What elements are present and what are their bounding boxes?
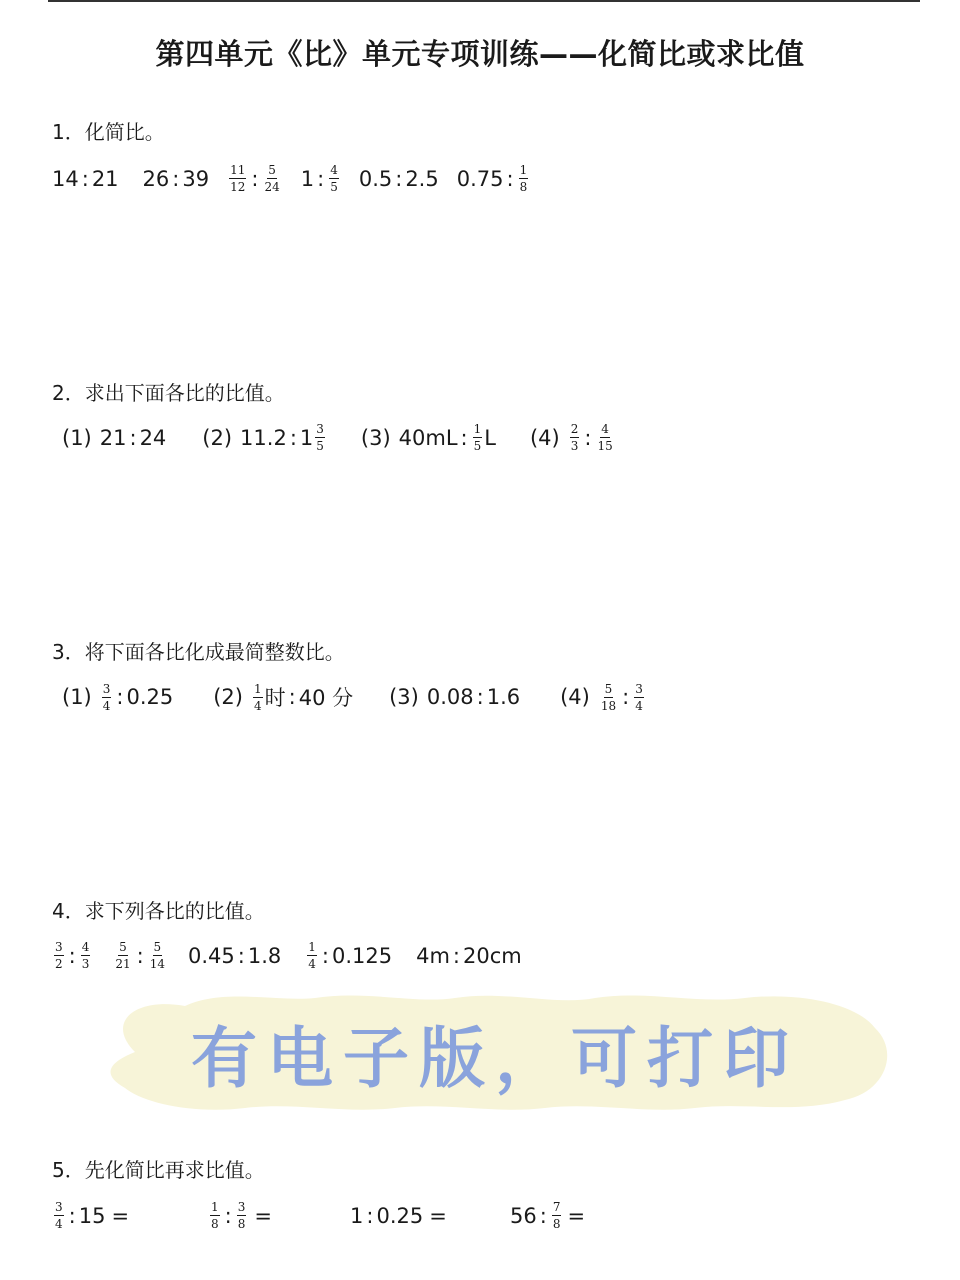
colon: :: [460, 425, 468, 450]
question-5-items: [52, 1201, 585, 1230]
q2-ratio-2: [202, 423, 327, 452]
denominator: 2: [55, 957, 63, 971]
denominator: 8: [519, 180, 528, 194]
colon: :: [366, 1203, 374, 1228]
term: 20cm: [463, 943, 522, 968]
term: 1.8: [247, 943, 282, 968]
colon: :: [476, 685, 484, 709]
denominator: 15: [597, 439, 613, 453]
denominator: 24: [264, 180, 280, 194]
numerator: 1: [473, 422, 482, 436]
denominator: 5: [473, 439, 482, 453]
fraction: [54, 1201, 64, 1230]
item-label: (2): [213, 685, 243, 709]
numerator: 5: [268, 163, 276, 177]
question-5-heading: 5．先化简比再求比值。: [52, 1158, 265, 1182]
equals-sign: =: [429, 1203, 447, 1228]
numerator: 3: [316, 422, 324, 436]
numerator: 3: [55, 1200, 63, 1214]
question-1-items: [52, 164, 530, 193]
equals-sign: =: [567, 1203, 586, 1228]
denominator: 5: [316, 439, 324, 453]
fraction: [315, 423, 325, 452]
term: 21: [99, 425, 127, 450]
numerator: 4: [601, 422, 609, 436]
unit: 时: [264, 686, 286, 710]
q4-ratio-4: [305, 941, 392, 970]
q1-ratio-4: [301, 164, 341, 193]
colon: :: [172, 166, 180, 191]
fraction: [114, 941, 131, 970]
term: 2.5: [405, 166, 439, 191]
term: 0.75: [456, 166, 504, 191]
numerator: 4: [330, 163, 338, 177]
numerator: 5: [604, 681, 613, 696]
fraction: [570, 423, 580, 452]
numerator: 3: [55, 940, 63, 954]
fraction: [263, 164, 280, 193]
term: 21: [91, 166, 119, 191]
numerator: 4: [81, 940, 90, 954]
denominator: 3: [81, 957, 90, 971]
colon: :: [81, 166, 89, 191]
item-label: (1): [62, 425, 92, 450]
item-label: (2): [202, 425, 233, 450]
numerator: 5: [119, 940, 127, 954]
denominator: 4: [253, 698, 262, 713]
denominator: 8: [237, 1217, 246, 1231]
denominator: 21: [115, 957, 131, 971]
promo-banner: [95, 992, 895, 1112]
q1-ratio-3: [227, 164, 283, 193]
denominator: 12: [230, 180, 246, 194]
question-3-items: [62, 682, 646, 712]
numerator: 3: [102, 681, 111, 696]
colon: :: [68, 943, 76, 968]
q2-ratio-3: [361, 423, 496, 452]
denominator: 4: [102, 698, 111, 713]
fraction: [54, 941, 64, 970]
fraction: [519, 164, 529, 193]
colon: :: [395, 166, 403, 191]
item-label: (4): [560, 685, 590, 709]
term: 26: [142, 166, 170, 191]
term: 1: [350, 1203, 364, 1228]
banner-text: 有电子版，可打印: [191, 1019, 799, 1097]
q3-ratio-2: [213, 682, 353, 712]
numerator: 3: [237, 1200, 246, 1214]
term: 1.6: [486, 685, 521, 709]
q1-ratio-6: [457, 164, 530, 193]
denominator: 4: [308, 957, 316, 971]
item-label: (3): [360, 425, 391, 450]
colon: :: [251, 166, 259, 191]
term: 39: [182, 166, 210, 191]
colon: :: [321, 943, 329, 968]
denominator: 5: [330, 180, 338, 194]
item-label: (3): [389, 685, 419, 709]
numerator: 1: [211, 1200, 219, 1214]
equals-sign: =: [254, 1203, 272, 1228]
denominator: 4: [635, 698, 643, 713]
denominator: 8: [211, 1217, 219, 1231]
term: 0.25: [376, 1203, 424, 1228]
term: 1: [300, 166, 315, 191]
q5-ratio-4: [510, 1201, 585, 1230]
q1-ratio-2: [143, 167, 210, 191]
term: 14: [52, 166, 79, 191]
colon: :: [289, 425, 297, 450]
numerator: 5: [153, 940, 162, 954]
numerator: 2: [570, 422, 579, 436]
q2-ratio-4: [530, 423, 616, 452]
q2-ratio-1: [62, 426, 166, 450]
term: 24: [139, 425, 167, 450]
fraction: [329, 164, 339, 193]
question-3-heading: 3．将下面各比化成最简整数比。: [52, 640, 345, 664]
q3-ratio-1: [62, 683, 173, 712]
term: 0.45: [188, 943, 235, 968]
colon: :: [129, 425, 137, 450]
term: 0.5: [358, 166, 393, 191]
colon: :: [68, 1203, 76, 1228]
denominator: 14: [149, 957, 165, 971]
fraction: [81, 941, 91, 970]
colon: :: [317, 166, 325, 191]
numerator: 1: [519, 163, 528, 177]
fraction: [596, 423, 613, 452]
term: 4m: [416, 943, 450, 968]
term: 0.125: [331, 943, 393, 968]
q5-ratio-2: [208, 1201, 350, 1230]
q1-ratio-5: [359, 167, 439, 191]
question-2-heading: 2．求出下面各比的比值。: [52, 381, 285, 405]
colon: :: [506, 166, 514, 191]
top-rule: [48, 0, 920, 2]
q4-ratio-3: [188, 944, 281, 968]
colon: :: [622, 685, 630, 709]
colon: :: [584, 425, 592, 450]
fraction: [552, 1201, 562, 1230]
numerator: 11: [230, 163, 246, 177]
fraction: [149, 941, 166, 970]
page-title: 第四单元《比》单元专项训练——化简比或求比值: [155, 37, 805, 71]
denominator: 4: [55, 1217, 63, 1231]
question-1-heading: 1．化简比。: [52, 120, 165, 144]
fraction: [634, 683, 644, 712]
fraction: [253, 683, 263, 712]
q5-ratio-3: [350, 1204, 510, 1228]
denominator: 18: [600, 698, 617, 713]
colon: :: [224, 1203, 232, 1228]
fraction: [210, 1201, 220, 1230]
q4-ratio-1: [52, 941, 92, 970]
term: 15: [78, 1203, 106, 1228]
fraction: [102, 683, 112, 712]
numerator: 7: [552, 1200, 561, 1214]
numerator: 3: [635, 681, 643, 696]
term: 40mL: [398, 425, 458, 450]
unit: L: [484, 425, 496, 450]
question-2-items: [62, 423, 616, 452]
term: 0.08: [426, 685, 474, 709]
fraction: [473, 423, 483, 452]
question-4-items: [52, 941, 522, 970]
fraction: [600, 683, 617, 712]
colon: :: [136, 943, 144, 968]
equals-sign: =: [111, 1203, 130, 1228]
q3-ratio-3: [389, 685, 520, 709]
colon: :: [288, 685, 296, 709]
term: 56: [510, 1203, 537, 1228]
q4-ratio-5: [416, 944, 522, 968]
item-label: (4): [529, 425, 560, 450]
q1-ratio-1: [52, 167, 119, 191]
colon: :: [539, 1203, 547, 1228]
term: 40 分: [298, 686, 354, 710]
colon: :: [452, 943, 460, 968]
item-label: (1): [62, 685, 92, 709]
whole-part: 1: [299, 425, 314, 450]
colon: :: [237, 943, 245, 968]
denominator: 3: [570, 439, 579, 453]
q5-ratio-1: [52, 1201, 208, 1230]
colon: :: [116, 685, 124, 709]
numerator: 1: [253, 681, 262, 696]
denominator: 8: [552, 1217, 561, 1231]
fraction: [237, 1201, 247, 1230]
term: 11.2: [240, 425, 287, 450]
numerator: 1: [308, 940, 316, 954]
fraction: [229, 164, 246, 193]
term: 0.25: [126, 685, 174, 709]
q4-ratio-2: [112, 941, 168, 970]
question-4-heading: 4．求下列各比的比值。: [52, 899, 265, 923]
q3-ratio-4: [560, 683, 646, 712]
fraction: [307, 941, 317, 970]
